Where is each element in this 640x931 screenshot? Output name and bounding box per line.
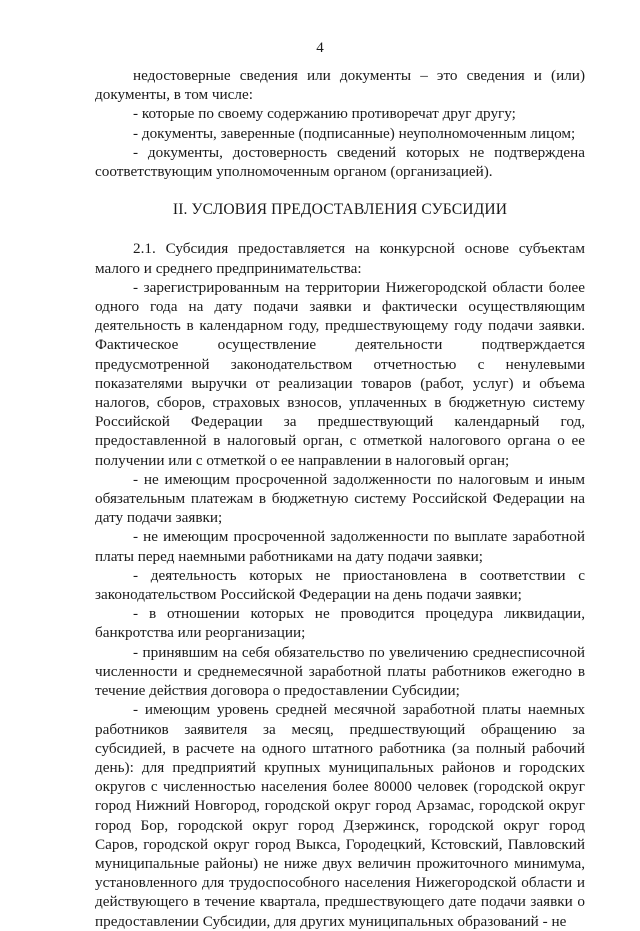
intro-line-3: - документы, заверенные (подписанные) неуполномоченным лицом; <box>133 124 576 142</box>
page-number: 4 <box>316 40 324 56</box>
paragraph-2-1: 2.1. Субсидия предоставляется на конкурсной основе субъектам малого и среднего предпринимательства: <box>95 240 585 277</box>
paragraph-registered: - зарегистрированным на территории Нижегородской области более одного года на дату подачи заявки и фактически осуществляющим деятельность в календарном году, предшествующему году подачи заявки. Фактическое осуществление деятельности подтверждается предусмотренной законодательством отчетностью с ненулевыми показателями выручки от реализации товаров (работ, услуг) и объема налогов, сборов, страховых взносов, уплаченных в бюджетную систему Российской Федерации за предшествующий календарный год, предоставленной в налоговый орган, с отметкой налогового органа о ее получении или с отметкой о ее направлении в налоговый орган; <box>95 278 585 469</box>
paragraph-no-salary-debt: - не имеющим просроченной задолженности по выплате заработной платы перед наемными работниками на дату подачи заявки; <box>95 528 585 565</box>
paragraph-salary-level: - имеющим уровень средней месячной заработной платы наемных работников заявителя за месяц, предшествующий обращению за субсидией, в расчете на одного штатного работника (за полный рабочий день): для предприятий крупных муниципальных районов и городских округов с численностью населения более 80000 человек (городской округ город Нижний Новгород, городской округ город Арзамас, городской округ город Бор, городской округ город Дзержинск, городской округ город Саров, городской округ город Выкса, Городецкий, Кстовский, Павловский муниципальные районы) не ниже двух величин прожиточного минимума, установленного для трудоспособного населения Нижегородской области и действующего в течение квартала, предшествующего дате подачи заявки о предоставлении Субсидии, для других муниципальных образований - не <box>95 701 585 930</box>
intro-line-1: недостоверные сведения или документы – это сведения и (или) документы, в том числе: <box>95 67 585 104</box>
document-body <box>95 66 585 931</box>
paragraph-no-tax-debt: - не имеющим просроченной задолженности по налоговым и иным обязательным платежам в бюджетную систему Российской Федерации на дату подачи заявки; <box>95 470 585 527</box>
section-heading: II. УСЛОВИЯ ПРЕДОСТАВЛЕНИЯ СУБСИДИИ <box>172 201 508 219</box>
paragraph-not-suspended: - деятельность которых не приостановлена в соответствии с законодательством Российской Федерации на день подачи заявки; <box>95 566 585 604</box>
intro-line-4: - документы, достоверность сведений которых не подтверждена соответствующим уполномоченным органом (организацией). <box>95 143 585 181</box>
intro-line-2: - которые по своему содержанию противоречат друг другу; <box>133 105 516 123</box>
paragraph-no-liquidation: - в отношении которых не проводится процедура ликвидации, банкротства или реорганизации; <box>95 605 585 642</box>
paragraph-obligation: - принявшим на себя обязательство по увеличению среднесписочной численности и среднемесячной заработной платы работников ежегодно в течение действия договора о предоставлении Субсидии; <box>95 643 585 700</box>
